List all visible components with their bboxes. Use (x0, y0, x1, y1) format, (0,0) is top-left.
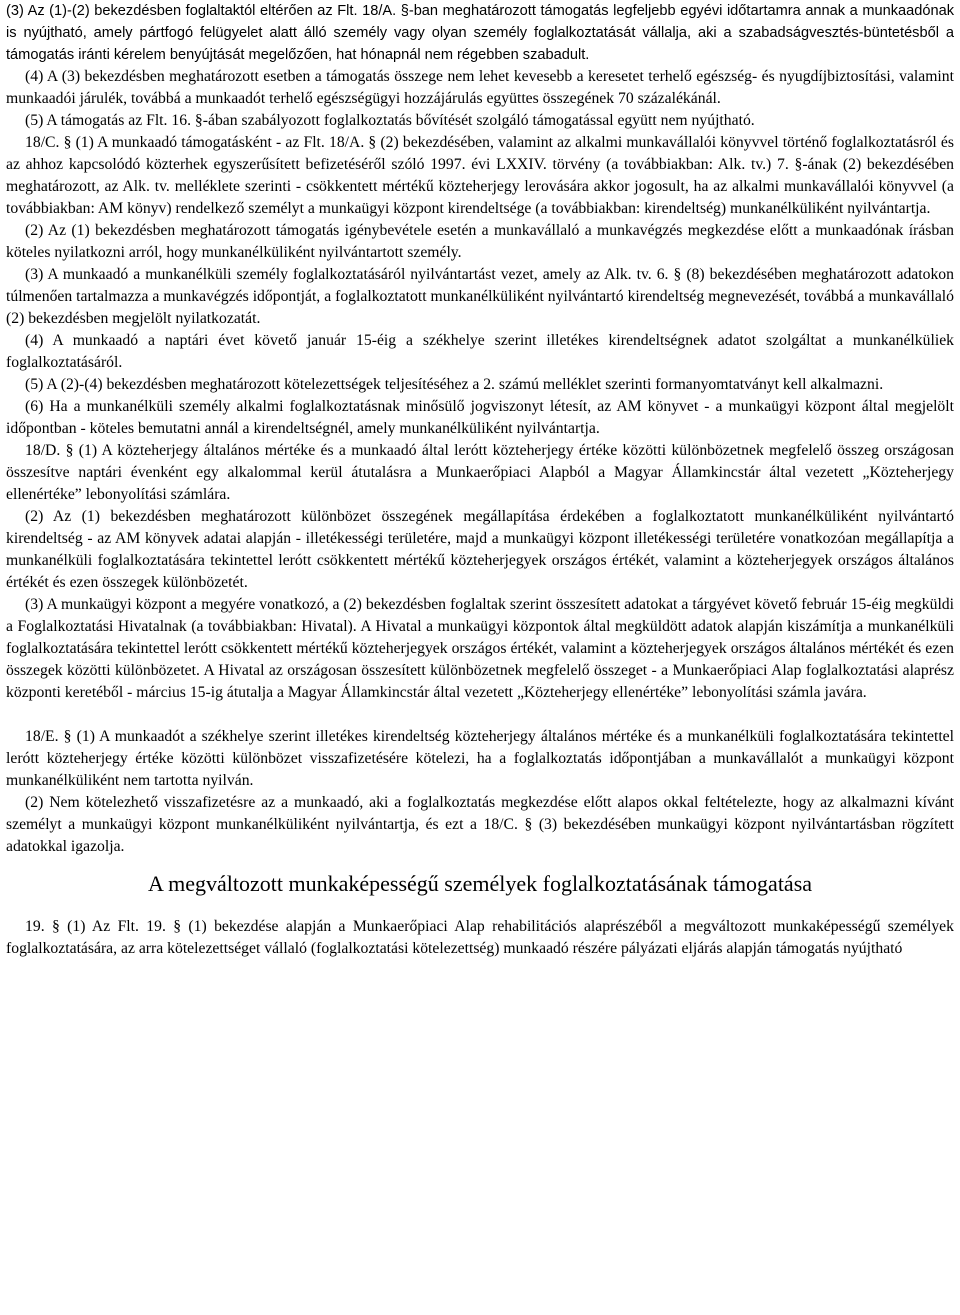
paragraph-18d-2: (2) Az (1) bekezdésben meghatározott különbözet összegének megállapítása érdekében a foglalkoztatott munkanélküliként nyilvántartó kirendeltség - az AM könyvek adatai alapján - illetékességi területére, majd a munkaügyi központ illetékességi területére vonatkozóan megállapítja a munkanélküli foglalkoztatására tekintettel lerótt csökkentett mértékű közteherjegyek országos értékét, valamint a közteherjegyek országos általános értékét és ezen összegek különbözetét. (6, 508, 954, 591)
paragraph-18e-2: (2) Nem kötelezhető visszafizetésre az a munkaadó, aki a foglalkoztatás megkezdése előtt alapos okkal feltételezte, hogy az alkalmazni kívánt személyt a munkaügyi központ munkanélküliként nyilvántartja, és ezt a 18/C. § (3) bekezdésében munkaügyi központ nyilvántartásban rögzített adatokkal igazolja. (6, 794, 954, 855)
paragraph-18d-1: 18/D. § (1) A közteherjegy általános mértéke és a munkaadó által lerótt közteherjegy értéke közötti különbözetnek megfelelő összeg országosan összesítve naptári évenként egy alkalommal kerül átutalásra a Munkaerőpiaci Alapból a Magyar Államkincstár által vezetett „Közteherjegy ellenértéke” lebonyolítási számlára. (6, 442, 954, 503)
paragraph-18c-2: (2) Az (1) bekezdésben meghatározott támogatás igénybevétele esetén a munkavállaló a munkavégzés megkezdése előtt a munkaadónak írásban köteles nyilatkozni arról, hogy munkanélküliként nyilvántartott személy. (6, 222, 954, 261)
section-19 (6, 916, 954, 960)
section-18e (6, 726, 954, 858)
paragraph-18b-5: (5) A támogatás az Flt. 16. §-ában szabályozott foglalkoztatás bővítését szolgáló támogatással együtt nem nyújtható. (25, 112, 755, 129)
paragraph-18c-4: (4) A munkaadó a naptári évet követő január 15-éig a székhelye szerint illetékes kirendeltségnek adatot szolgáltat a munkanélküliek foglalkoztatásáról. (6, 332, 954, 371)
paragraph-18c-1: 18/C. § (1) A munkaadó támogatásként - az Flt. 18/A. § (2) bekezdésében, valamint az alkalmi munkavállalói könyvvel történő foglalkoztatásról és az ahhoz kapcsolódó közterhek egyszerűsített befizetéséről szóló 1997. évi LXXIV. törvény (a továbbiakban: Alk. tv.) 7. §-ának (2) bekezdésében meghatározott, az Alk. tv. melléklete szerinti - csökkentett mértékű közteherjegy lerovására akkor jogosult, ha az alkalmi munkavállalói könyvvel (a továbbiakban: AM könyv) rendelkező személyt a munkaügyi központ kirendeltsége (a továbbiakban: kirendeltség) munkanélküliként nyilvántartja. (6, 134, 954, 217)
section-18b-continuation (6, 0, 954, 132)
paragraph-18e-1: 18/E. § (1) A munkaadót a székhelye szerint illetékes kirendeltség közteherjegy általános mértéke és a munkanélküli foglalkoztatására tekintettel lerótt közteherjegy értéke közötti különbözet visszafizetésére kötelezi, ha a foglalkoztatás időpontjában a munkavállalót a munkaügyi központ munkanélküliként nem tartotta nyilván. (6, 728, 954, 789)
paragraph-18d-3: (3) A munkaügyi központ a megyére vonatkozó, a (2) bekezdésben foglaltak szerint összesített adatokat a tárgyévet követő február 15-éig megküldi a Foglalkoztatási Hivatalnak (a továbbiakban: Hivatal). A Hivatal a munkaügyi központok által megküldött adatok alapján kiszámítja a munkanélküli foglalkoztatására tekintettel lerótt csökkentett mértékű közteherjegyek országos értékét, valamint a közteherjegyek országos általános mértékét és ezen összegek közötti különbözetet. A Hivatal az országosan összesített különbözetnek megfelelő összeget - a Munkaerőpiaci Alap foglalkoztatási alaprész központi keretéből - március 15-ig átutalja a Magyar Államkincstár által vezetett „Közteherjegy ellenértéke” lebonyolítási számla javára. (6, 596, 954, 701)
paragraph-18c-5: (5) A (2)-(4) bekezdésben meghatározott kötelezettségek teljesítéséhez a 2. számú melléklet szerinti formanyomtatványt kell alkalmazni. (25, 376, 884, 393)
paragraph-19-1: 19. § (1) Az Flt. 19. § (1) bekezdése alapján a Munkaerőpiaci Alap rehabilitációs alaprészéből a megváltozott munkaképességű személyek foglalkoztatására, az arra kötelezettséget vállaló (foglalkoztatási kötelezettség) munkaadó részére pályázati eljárás alapján támogatás nyújtható (6, 918, 954, 957)
chapter-heading: A megváltozott munkaképességű személyek foglalkoztatásának támogatása (147, 871, 813, 896)
paragraph-18b-4: (4) A (3) bekezdésben meghatározott esetben a támogatás összege nem lehet kevesebb a keresetet terhelő egészség- és nyugdíjbiztosítási, valamint munkaadói járulék, továbbá a munkaadót terhelő egészségügyi hozzájárulás együttes összegének 70 százalékánál. (6, 68, 954, 107)
paragraph-18b-3: (3) Az (1)-(2) bekezdésben foglaltaktól eltérően az Flt. 18/A. §-ban meghatározott támogatás legfeljebb egyévi időtartamra annak a munkaadónak is nyújtható, amely pártfogó felügyelet alatt álló személy vagy olyan személy foglalkoztatását vállalja, aki a szabadságvesztés-büntetésből a támogatás iránti kérelem benyújtását megelőzően, hat hónapnál nem régebben szabadult. (6, 3, 954, 63)
paragraph-18c-3: (3) A munkaadó a munkanélküli személy foglalkoztatásáról nyilvántartást vezet, amely az Alk. tv. 6. § (8) bekezdésében meghatározott adatokon túlmenően tartalmazza a munkavégzés időpontját, a foglalkoztatott munkanélküliként nyilvántartó kirendeltség megnevezését, továbbá a munkavállaló (2) bekezdésben megjelölt nyilatkozatát. (6, 266, 954, 327)
spacer (6, 704, 954, 726)
section-18d (6, 440, 954, 704)
section-18c (6, 132, 954, 440)
paragraph-18c-6: (6) Ha a munkanélküli személy alkalmi foglalkoztatásnak minősülő jogviszonyt létesít, az AM könyvet - a munkaügyi központ által megjelölt időpontban - köteles bemutatni annál a kirendeltségnél, amely munkanélküliként nyilvántartja. (6, 398, 954, 437)
